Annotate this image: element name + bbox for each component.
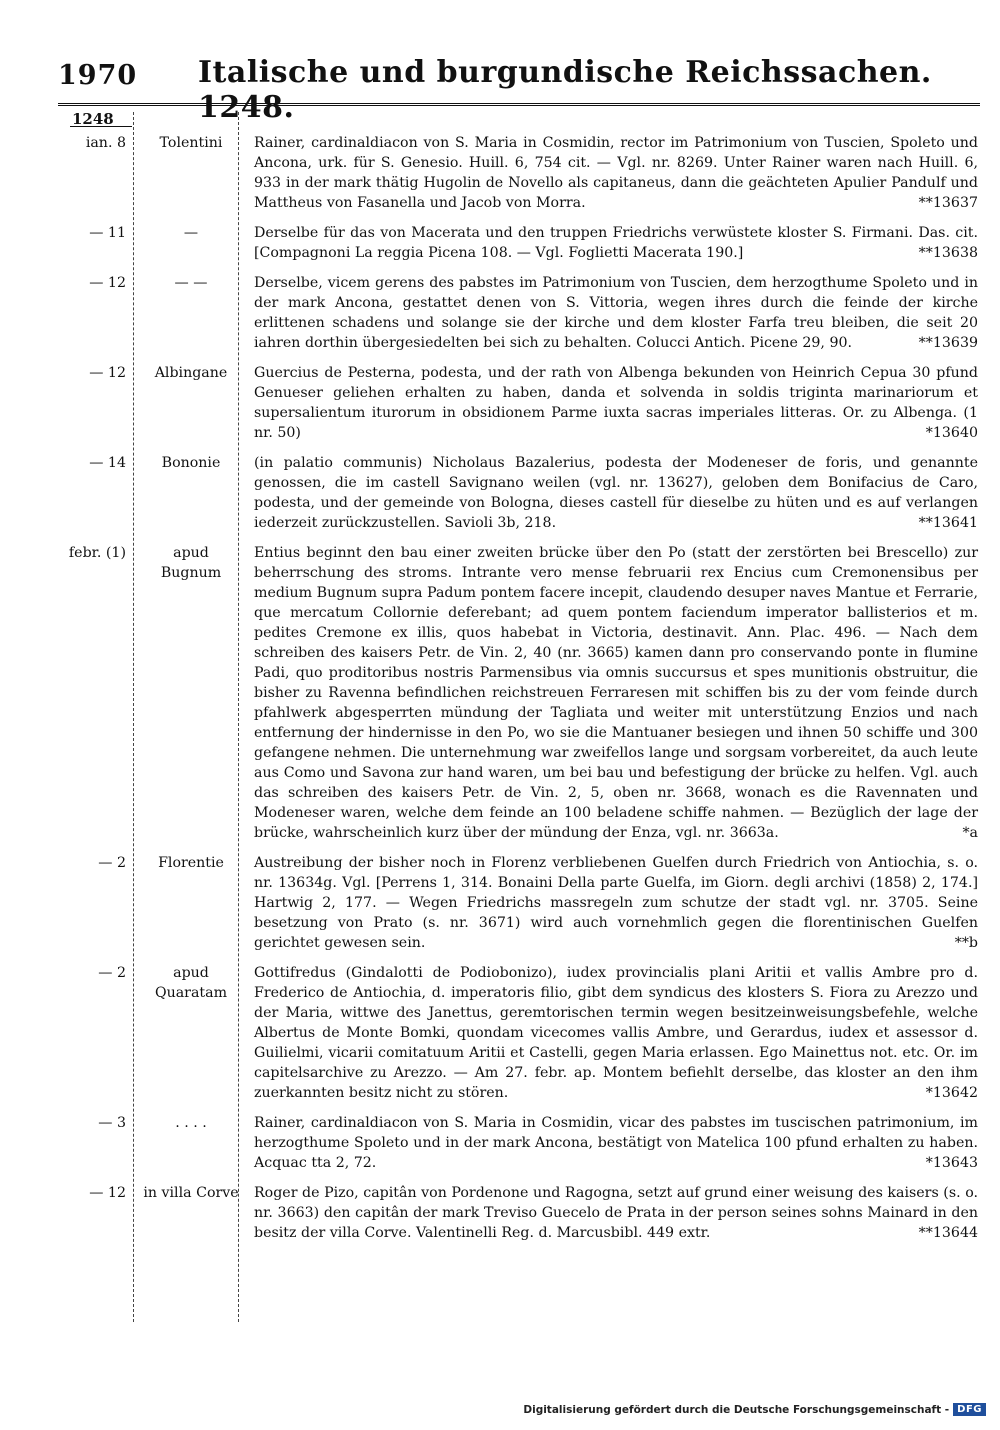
entry-body: Derselbe, vicem gerens des pabstes im Patrimonium von Tuscien, dem herzogthume Spoleto und in der mark Ancona, gestattet denen von S. Vittoria, wegen ihres durch die feinde der kirche erlittenen schadens und solange sie der kirche und dem kloster Farfa treu bleiben, die seit 20 iahren dorthin übergesiedelten bei sich zu behalten. Colucci Antich. Picene 29, 90.: [254, 275, 978, 351]
footer: [523, 1403, 986, 1416]
regesta-entries: [0, 133, 1000, 1253]
entry-reference-number: *13643: [925, 1155, 978, 1171]
entry-text: [246, 453, 1000, 533]
entry-place: Albingane: [154, 365, 228, 381]
year-rule: [70, 126, 132, 127]
entry-row: [0, 1113, 1000, 1173]
entry-body: Guercius de Pesterna, podesta, und der rath von Albenga bekunden von Heinrich Cepua 30 pfund Genueser geliehen erhalten zu haben, danda et solvenda in soldis triginta marinariorum et supersalientum iturorum in obsidionem Parme iuxta sacras imperiales litteras. Or. zu Albenga. (1 nr. 50): [254, 365, 978, 441]
running-title: Italische und burgundische Reichssachen. 1248.: [198, 55, 932, 125]
footer-text: Digitalisierung gefördert durch die Deutsche Forschungsgemeinschaft -: [523, 1403, 950, 1416]
entry-date: — 12: [89, 1185, 126, 1201]
entry-text: [246, 853, 1000, 953]
entry-reference-number: **13637: [918, 195, 978, 211]
entry-row: [0, 963, 1000, 1103]
entry-body: Rainer, cardinaldiacon von S. Maria in Cosmidin, vicar des pabstes im tuscischen patrimonium, im herzogthume Spoleto und in der mark Ancona, bestätigt von Matelica 100 pfund erhalten zu haben. Acquac tta 2, 72.: [254, 1115, 978, 1171]
entry-row: [0, 1183, 1000, 1243]
entry-body: Roger de Pizo, capitân von Pordenone und Ragogna, setzt auf grund einer weisung des kaisers (s. o. nr. 3663) den capitân der mark Treviso Guecelo de Prata in der person seines sohns Mainard in den besitz der villa Corve. Valentinelli Reg. d. Marcusbibl. 449 extr.: [254, 1185, 978, 1241]
entry-date: — 11: [89, 225, 126, 241]
page-number: 1970: [58, 60, 138, 91]
entry-text: [246, 1183, 1000, 1243]
entry-row: [0, 273, 1000, 353]
entry-date: — 3: [98, 1115, 126, 1131]
entry-reference-number: **13641: [918, 515, 978, 531]
dfg-logo: DFG: [953, 1403, 986, 1416]
entry-body: Gottifredus (Gindalotti de Podiobonizo), iudex provincialis plani Aritii et vallis Ambre pro d. Frederico de Antiochia, d. imperatoris filio, gibt dem syndicus des klosters S. Fiora zu Arezzo und der Maria, wittwe des Janettus, geremtorischen termin wegen besitzeinweisungsbefehle, welche Albertus de Monte Bomki, quondam vicecomes vallis Ambre, und Gerardus, iudex et assessor d. Guilielmi, vicarii comitatuum Aritii et Castelli, gegen Maria erlassen. Ego Mainettus not. etc. Or. im capitelsarchive zu Arezzo. — Am 27. febr. ap. Montem befiehlt derselbe, das kloster an den ihm zuerkannten besitz nicht zu stören.: [254, 965, 978, 1101]
entry-text: [246, 543, 1000, 843]
entry-reference-number: **13638: [918, 245, 978, 261]
header-rule: [58, 103, 980, 106]
entry-row: [0, 363, 1000, 443]
entry-place: Florentie: [158, 855, 224, 871]
entry-place: — —: [174, 275, 208, 291]
entry-row: [0, 223, 1000, 263]
entry-date: ian. 8: [85, 135, 126, 151]
entry-body: (in palatio communis) Nicholaus Bazalerius, podesta der Modeneser de foris, und genannte genossen, die im castell Savignano weilen (vgl. nr. 13627), geloben dem Bonifacius de Caro, podesta, und der gemeinde von Bologna, dieses castell für dieselbe zu hüten und es auf verlangen iederzeit zurückzustellen. Savioli 3b, 218.: [254, 455, 978, 531]
entry-place: Tolentini: [159, 135, 223, 151]
entry-place: in villa Corve: [143, 1185, 239, 1201]
entry-date: — 2: [98, 965, 126, 981]
entry-row: [0, 133, 1000, 213]
entry-text: [246, 223, 1000, 263]
entry-date: — 12: [89, 275, 126, 291]
entry-place: apud Quaratam: [154, 965, 228, 1001]
entry-date: — 2: [98, 855, 126, 871]
entry-text: [246, 963, 1000, 1103]
entry-reference-number: **b: [954, 935, 978, 951]
entry-date: febr. (1): [68, 545, 126, 561]
entry-row: [0, 453, 1000, 533]
entry-body: Rainer, cardinaldiacon von S. Maria in Cosmidin, rector im Patrimonium von Tuscien, Spoleto und Ancona, urk. für S. Genesio. Huill. 6, 754 cit. — Vgl. nr. 8269. Unter Rainer waren nach Huill. 6, 933 in der mark thätig Hugolin de Novello als capitaneus, dann die geächteten Apulier Pandulf und Mattheus von Fasanella und Jacob von Morra.: [254, 135, 978, 211]
entry-text: [246, 1113, 1000, 1173]
entry-place: . . . .: [175, 1115, 207, 1131]
entry-row: [0, 853, 1000, 953]
entry-reference-number: *13640: [925, 425, 978, 441]
entry-text: [246, 273, 1000, 353]
entry-text: [246, 133, 1000, 213]
entry-place: —: [183, 225, 199, 241]
entry-place: apud Bugnum: [160, 545, 222, 581]
entry-date: — 14: [89, 455, 126, 471]
entry-body: Austreibung der bisher noch in Florenz verbliebenen Guelfen durch Friedrich von Antiochia, s. o. nr. 13634g. Vgl. [Perrens 1, 314. Bonaini Della parte Guelfa, im Giorn. degli archivi (1858) 2, 174.] Hartwig 2, 177. — Wegen Friedrichs massregeln zum schutze der stadt vgl. nr. 3705. Seine besetzung von Prato (s. nr. 3671) wird auch vornehmlich gegen die florentinischen Guelfen gerichtet gewesen sein.: [254, 855, 978, 951]
entry-row: [0, 543, 1000, 843]
entry-body: Derselbe für das von Macerata und den truppen Friedrichs verwüstete kloster S. Firmani. Das. cit. [Compagnoni La reggia Picena 108. — Vgl. Foglietti Macerata 190.]: [254, 225, 978, 261]
entry-reference-number: **13639: [918, 335, 978, 351]
entry-reference-number: *a: [962, 825, 978, 841]
entry-text: [246, 363, 1000, 443]
entry-reference-number: *13642: [925, 1085, 978, 1101]
entry-body: Entius beginnt den bau einer zweiten brücke über den Po (statt der zerstörten bei Brescello) zur beherrschung des stroms. Intrante vero mense februarii rex Encius cum Cremonensibus per medium Bugnum supra Padum pontem facere incepit, claudendo desuper naves Mantue et Ferrarie, que mercatum Collornie deferebant; ad quem pontem faciendum imperator ballisterios et m. pedites Cremone ex illis, quos habebat in Victoria, destinavit. Ann. Plac. 496. — Nach dem schreiben des kaisers Petr. de Vin. 2, 40 (nr. 3665) kamen dann pro conservando ponte in flumine Padi, quo proditoribus nostris Parmensibus via omnis succursus et spes munitionis obstruitur, die bisher zu Ravenna befindlichen reichstreuen Ferraresen mit schiffen bis zu der vom feinde durch pfahlwerk abgesperrten mündung der Tagliata und weiter mit unterstützung Enzios und nach entfernung der hindernisse in den Po, wo sie die Mantuaner besiegen und ihnen 50 schiffe und 300 gefangene nehmen. Die unternehmung war zweifellos lange und sorgsam vorbereitet, da auch leute aus Como und Savona zur hand waren, um bei bau und befestigung der brücke zu helfen. Vgl. auch das schreiben des kaisers Petr. de Vin. 2, 5, oben nr. 3668, wonach es die Ravennaten und Modeneser waren, welche dem feinde an 100 beladene schiffe nahmen. — Bezüglich der lage der brücke, wahrscheinlich kurz über der mündung der Enza, vgl. nr. 3663a.: [254, 545, 978, 841]
year-label: 1248: [72, 110, 114, 128]
entry-date: — 12: [89, 365, 126, 381]
entry-reference-number: **13644: [918, 1225, 978, 1241]
entry-place: Bononie: [161, 455, 221, 471]
